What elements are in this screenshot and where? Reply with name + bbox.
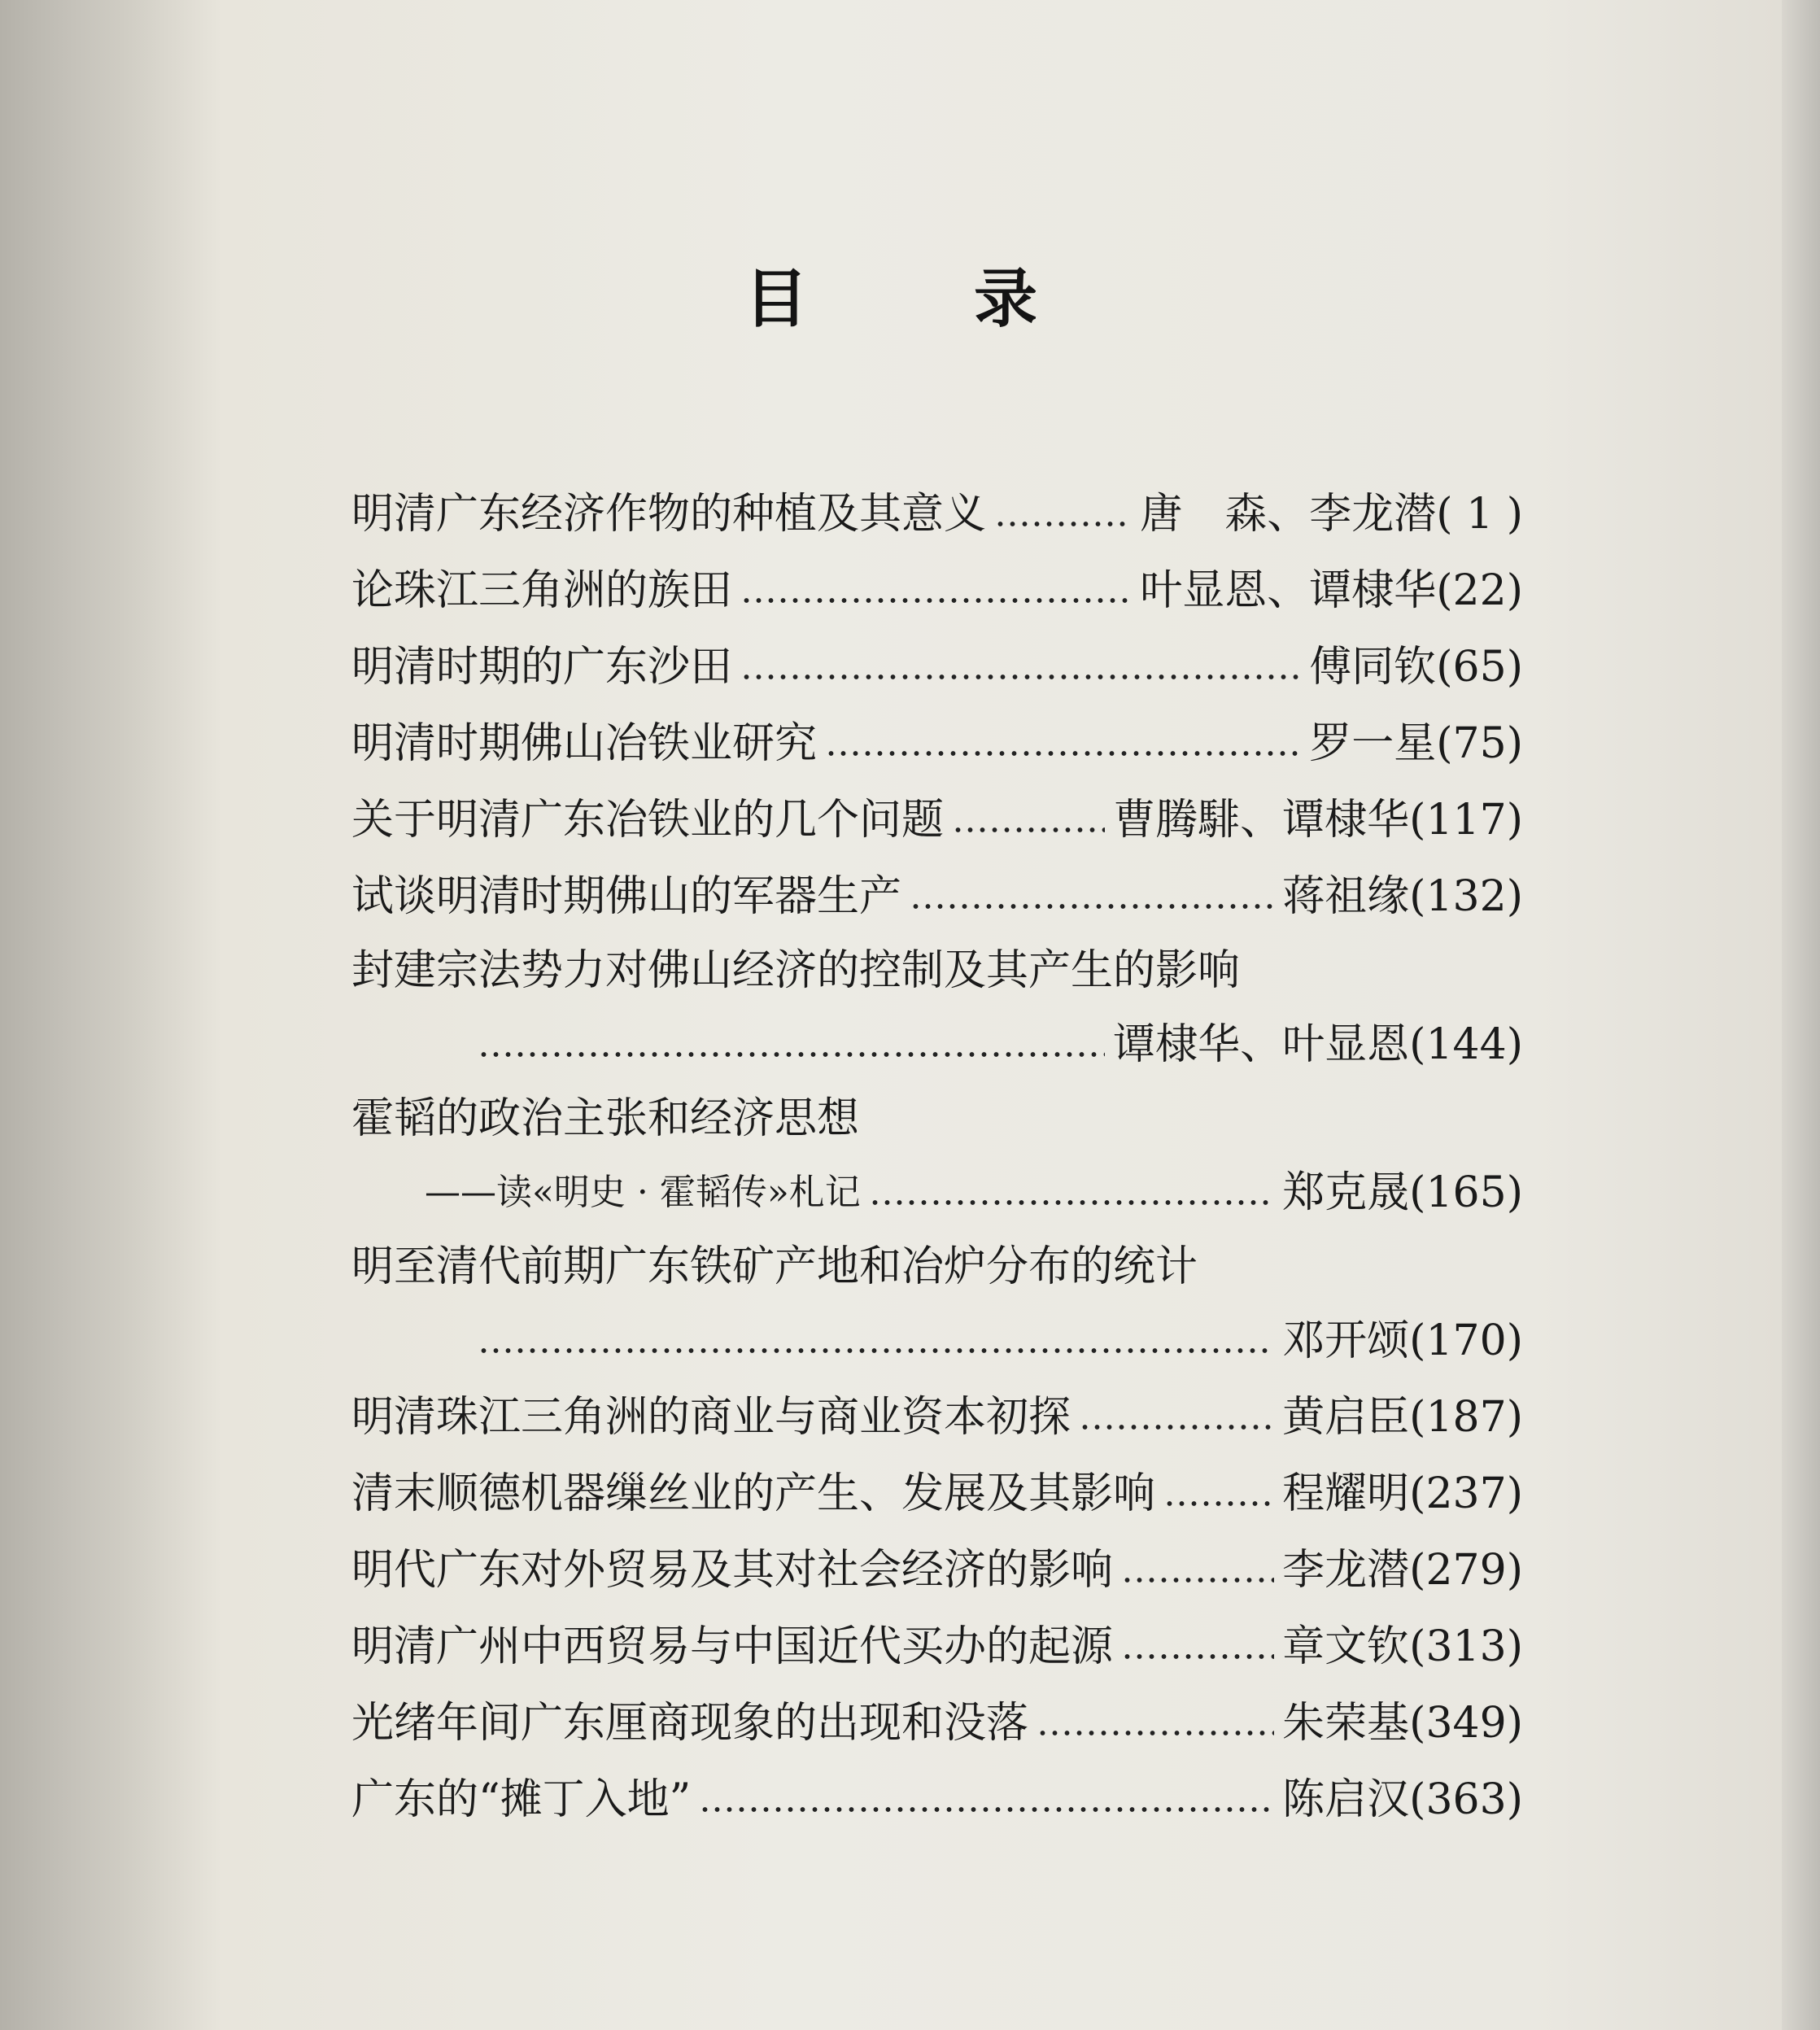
dot-leader [1037, 1729, 1274, 1737]
entry-author: 朱荣基 [1282, 1699, 1410, 1748]
entry-author: 章文钦 [1282, 1622, 1410, 1671]
entry-page: (165) [1409, 1168, 1523, 1217]
entry-page: (144) [1409, 1020, 1523, 1069]
toc-entry [351, 858, 1523, 935]
entry-page: (313) [1409, 1622, 1523, 1671]
toc-entry [351, 552, 1523, 629]
entry-title: 广东的“摊丁入地” [351, 1775, 692, 1824]
toc-entry-continuation [351, 1155, 1523, 1231]
toc-entry [351, 1231, 1523, 1303]
title-char-2: 录 [973, 263, 1037, 336]
entry-title: 论珠江三角洲的族田 [351, 566, 733, 615]
toc-entry [351, 1083, 1523, 1155]
toc-entry [351, 1609, 1523, 1685]
entry-page: (237) [1409, 1469, 1523, 1518]
dot-leader [478, 1347, 1274, 1355]
dot-leader [1079, 1423, 1274, 1431]
book-gutter [0, 0, 122, 2030]
dot-leader [952, 826, 1105, 834]
toc-entry [351, 782, 1523, 858]
entry-author: 曹腾騑、谭棣华 [1113, 796, 1410, 845]
entry-title: 光绪年间广东厘商现象的出现和没落 [351, 1699, 1029, 1748]
dot-leader [910, 902, 1274, 910]
entry-author: 黄启臣 [1282, 1393, 1410, 1442]
entry-author: 郑克晟 [1282, 1168, 1410, 1217]
entry-page: (279) [1409, 1546, 1523, 1595]
entry-title: 明至清代前期广东铁矿产地和冶炉分布的统计 [351, 1242, 1198, 1291]
toc-entry [351, 1685, 1523, 1762]
dot-leader [869, 1198, 1274, 1207]
title-char-1: 目 [744, 263, 809, 336]
entry-author: 陈启汉 [1282, 1775, 1410, 1824]
entry-page: ( 1 ) [1436, 490, 1523, 539]
entry-author: 李龙潜 [1282, 1546, 1410, 1595]
dot-leader [740, 673, 1301, 681]
entry-author: 叶显恩、谭棣华 [1140, 566, 1437, 615]
dot-leader [1163, 1500, 1274, 1508]
entry-author: 蒋祖缘 [1282, 872, 1410, 921]
entry-title: 关于明清广东冶铁业的几个问题 [351, 796, 945, 845]
entry-author: 程耀明 [1282, 1469, 1410, 1518]
entry-author: 罗一星 [1309, 719, 1437, 768]
entry-title: 封建宗法势力对佛山经济的控制及其产生的影响 [351, 946, 1241, 995]
dot-leader [740, 596, 1132, 605]
toc-entry [351, 476, 1523, 552]
entry-page: (132) [1409, 872, 1523, 921]
toc-entry [351, 1379, 1523, 1456]
entry-page: (117) [1409, 796, 1523, 845]
entry-title: 明代广东对外贸易及其对社会经济的影响 [351, 1546, 1114, 1595]
dot-leader [825, 749, 1301, 757]
entry-page: (75) [1436, 719, 1523, 768]
entry-title: 清末顺德机器缫丝业的产生、发展及其影响 [351, 1469, 1156, 1518]
entry-page: (65) [1436, 643, 1523, 692]
page-title [744, 248, 1037, 339]
toc-entry [351, 1456, 1523, 1532]
toc-entry [351, 935, 1523, 1006]
toc-entry [351, 1762, 1523, 1838]
toc-entry [351, 629, 1523, 705]
entry-title: 明清珠江三角洲的商业与商业资本初探 [351, 1393, 1071, 1442]
entry-author: 唐 森、李龙潜 [1140, 490, 1437, 539]
dot-leader [1121, 1652, 1274, 1661]
toc-entry-continuation [351, 1303, 1523, 1379]
entry-subtitle: ——读«明史 · 霍韬传»札记 [425, 1172, 861, 1213]
entry-title: 试谈明清时期佛山的军器生产 [351, 872, 902, 921]
dot-leader [699, 1805, 1274, 1814]
entry-title: 明清广州中西贸易与中国近代买办的起源 [351, 1622, 1114, 1671]
table-of-contents [351, 476, 1523, 1838]
entry-page: (349) [1409, 1699, 1523, 1748]
toc-entry [351, 705, 1523, 782]
entry-title: 霍韬的政治主张和经济思想 [351, 1094, 860, 1143]
entry-author: 谭棣华、叶显恩 [1113, 1020, 1410, 1069]
entry-page: (22) [1436, 566, 1523, 615]
entry-title: 明清时期的广东沙田 [351, 643, 733, 692]
entry-page: (363) [1409, 1775, 1523, 1824]
dot-leader [478, 1050, 1105, 1059]
entry-page: (170) [1409, 1316, 1523, 1365]
toc-entry-continuation [351, 1006, 1523, 1083]
entry-title: 明清时期佛山冶铁业研究 [351, 719, 818, 768]
dot-leader [1121, 1576, 1274, 1584]
entry-title: 明清广东经济作物的种植及其意义 [351, 490, 987, 539]
dot-leader [994, 520, 1132, 528]
entry-author: 傅同钦 [1309, 643, 1437, 692]
page-edge [1782, 0, 1820, 2030]
toc-entry [351, 1532, 1523, 1609]
entry-page: (187) [1409, 1393, 1523, 1442]
entry-author: 邓开颂 [1282, 1316, 1410, 1365]
